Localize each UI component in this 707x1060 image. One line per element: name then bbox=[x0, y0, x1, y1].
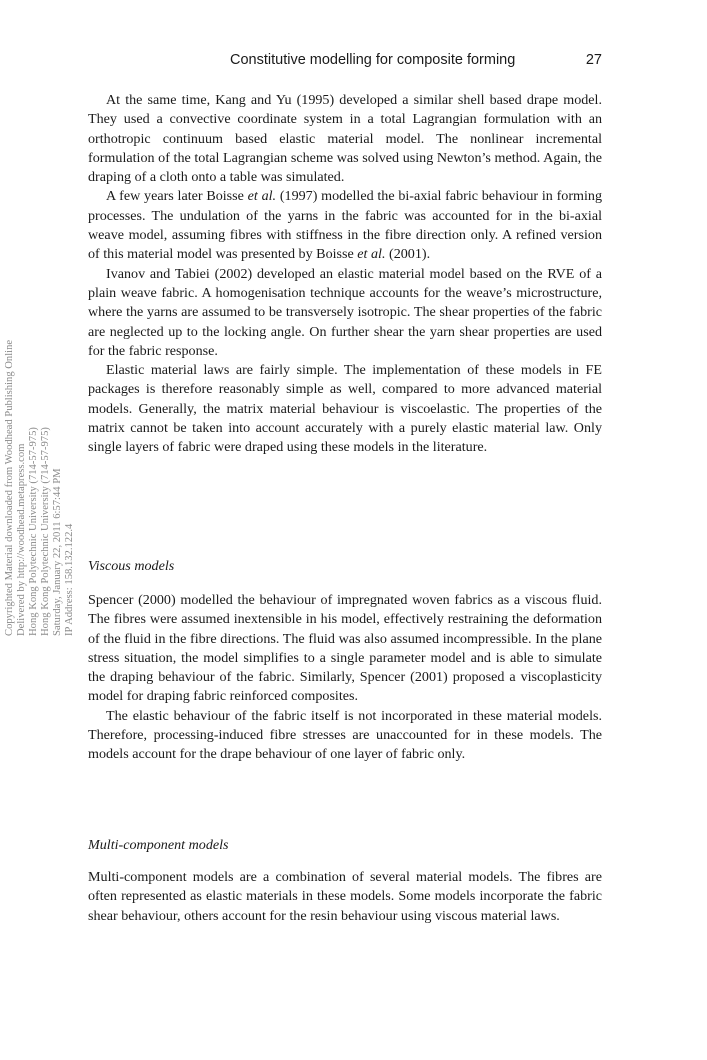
text-run: A few years later Boisse bbox=[106, 188, 248, 205]
watermark-line: IP Address: 158.132.122.4 bbox=[64, 523, 75, 636]
paragraph: Spencer (2000) modelled the behaviour of impregnated woven fabrics as a viscous fluid. The fibres were assumed inextensible in his model, effectively restraining the deformation of the fluid in the fibre directions. The fluid was also assumed incompressible. In the plane stress situation, the model simplifies to a single parameter model and is able to simulate the draping behaviour of the fabric. Similarly, Spencer (2001) proposed a viscoplasticity model for draping fabric reinforced composites. bbox=[88, 592, 602, 705]
watermark-line: Saturday, January 22, 2011 6:57:44 PM bbox=[52, 468, 63, 636]
paragraph: Elastic material laws are fairly simple. The implementation of these models in FE packages is therefore reasonably simple as well, compared to more advanced material models. Generally, the matrix material behaviour is viscoelastic. The properties of the matrix cannot be taken into account accurately with a purely elastic material law. Only single layers of fabric were draped using these models in the literature. bbox=[88, 362, 602, 456]
section-heading-viscous-models: Viscous models bbox=[88, 558, 175, 574]
paragraph: At the same time, Kang and Yu (1995) developed a similar shell based drape model. They used a convective coordinate system in a total Lagrangian formulation with an orthotropic continuum based elastic material model. The nonlinear incremental formulation of the total Lagrangian scheme was solved using Newton’s method. Again, the draping of a cloth onto a table was simulated. bbox=[88, 92, 602, 186]
watermark-line: Copyrighted Material downloaded from Woodhead Publishing Online bbox=[4, 339, 15, 636]
running-title: Constitutive modelling for composite forming bbox=[230, 52, 516, 68]
paragraph: The elastic behaviour of the fabric itself is not incorporated in these material models. Therefore, processing-induced fibre stresses are unaccounted for in these models. The models account for the drape behaviour of one layer of fabric only. bbox=[88, 707, 602, 763]
running-header bbox=[230, 52, 602, 72]
text-run-italic: et al. bbox=[247, 188, 277, 205]
section-heading-multi-component-models: Multi-component models bbox=[88, 837, 229, 853]
watermark-line: Hong Kong Polytechnic University (714-57-975) bbox=[40, 427, 51, 636]
body-text-top bbox=[88, 91, 602, 458]
watermark-line: Delivered by http://woodhead.metapress.com bbox=[16, 443, 27, 636]
paragraph bbox=[88, 187, 602, 264]
paragraph: Ivanov and Tabiei (2002) developed an elastic material model based on the RVE of a plain weave fabric. A homogenisation technique accounts for the weave’s microstructure, where the yarns are assumed to be transversely isotropic. The shear properties of the fabric are neglected up to the locking angle. On further shear the yarn shear properties are used for the fabric response. bbox=[88, 265, 602, 359]
watermark-line: Hong Kong Polytechnic University (714-57-975) bbox=[28, 427, 39, 636]
body-text-viscous bbox=[88, 591, 602, 765]
body-text-multi bbox=[88, 868, 602, 926]
text-run: (1997) modelled the bi-axial fabric behaviour in forming processes. The undulation of the yarns in the fabric was accounted for in the bi-axial weave model, assuming fibres with stiffness in the fibre direction only. A refined version of this material model was presented by Boisse bbox=[88, 188, 602, 263]
text-run-italic: et al. bbox=[357, 246, 386, 263]
page-number: 27 bbox=[585, 52, 602, 68]
text-run: (2001). bbox=[385, 246, 431, 263]
paragraph: Multi-component models are a combination of several material models. The fibres are often represented as elastic materials in these models. Some models incorporate the fabric shear behaviour, others account for the resin behaviour using viscous material laws. bbox=[88, 869, 602, 924]
